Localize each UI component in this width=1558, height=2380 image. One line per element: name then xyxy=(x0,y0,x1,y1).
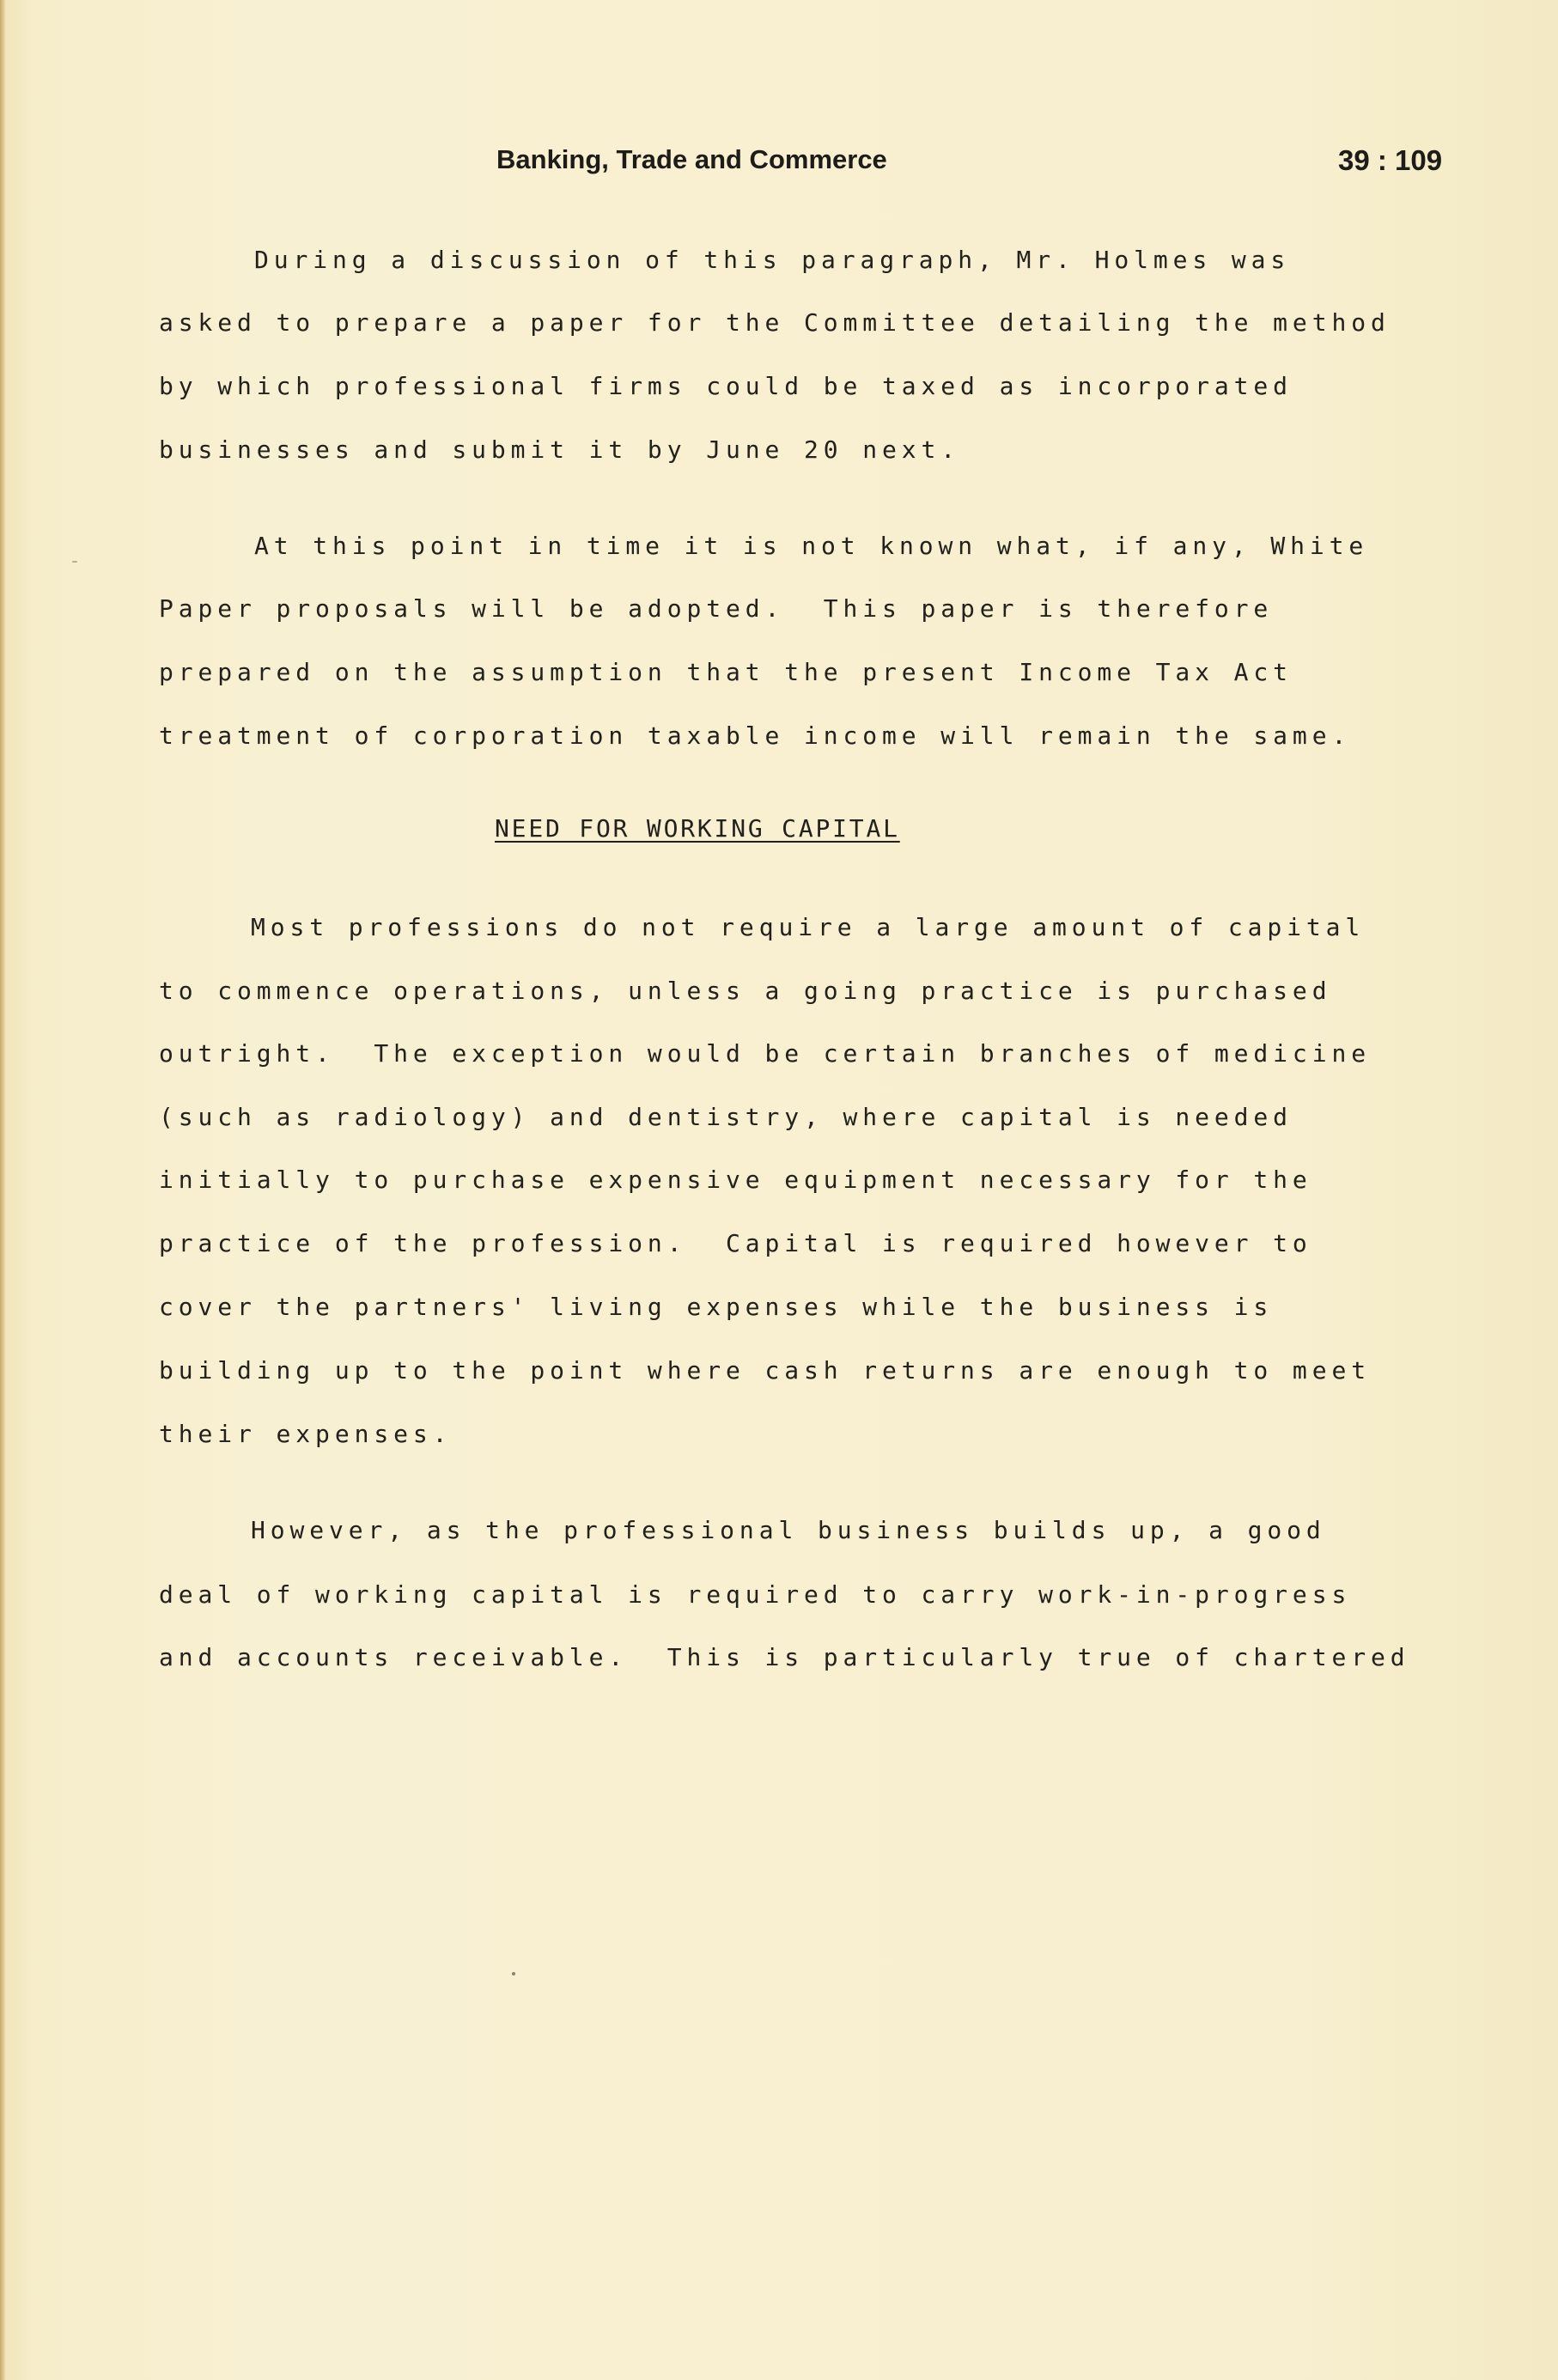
text-line: building up to the point where cash returns are enough to meet xyxy=(159,1356,1371,1385)
paper-speck xyxy=(512,1972,515,1975)
text-line: (such as radiology) and dentistry, where capital is needed xyxy=(159,1103,1293,1131)
text-line: their expenses. xyxy=(159,1420,453,1448)
text-line: to commence operations, unless a going practice is purchased xyxy=(159,977,1332,1005)
text-line: prepared on the assumption that the present Income Tax Act xyxy=(159,658,1293,686)
text-line: During a discussion of this paragraph, Mr. Holmes was xyxy=(254,246,1291,274)
text-line: At this point in time it is not known what, if any, White xyxy=(254,532,1369,560)
text-line: asked to prepare a paper for the Committee detailing the method xyxy=(159,308,1391,337)
text-line: practice of the profession. Capital is required however to xyxy=(159,1229,1312,1257)
text-line: Most professions do not require a large amount of capital xyxy=(251,913,1366,941)
text-line: cover the partners' living expenses while the business is xyxy=(159,1293,1274,1321)
text-line: by which professional firms could be taxed as incorporated xyxy=(159,372,1293,400)
page-edge-shadow xyxy=(0,0,5,2380)
section-heading: NEED FOR WORKING CAPITAL xyxy=(495,814,900,843)
text-line: treatment of corporation taxable income will remain the same. xyxy=(159,721,1352,750)
text-line: initially to purchase expensive equipment necessary for the xyxy=(159,1166,1312,1194)
text-line: deal of working capital is required to carry work-in-progress xyxy=(159,1580,1352,1609)
running-header-title: Banking, Trade and Commerce xyxy=(496,144,887,174)
page-number: 39 : 109 xyxy=(1338,144,1443,176)
paper-speck xyxy=(72,561,77,563)
text-line: However, as the professional business builds up, a good xyxy=(251,1516,1326,1544)
text-line: and accounts receivable. This is particularly true of chartered xyxy=(159,1643,1410,1671)
text-line: Paper proposals will be adopted. This paper is therefore xyxy=(159,594,1274,623)
text-line: businesses and submit it by June 20 next. xyxy=(159,435,961,464)
text-line: outright. The exception would be certain branches of medicine xyxy=(159,1039,1371,1068)
